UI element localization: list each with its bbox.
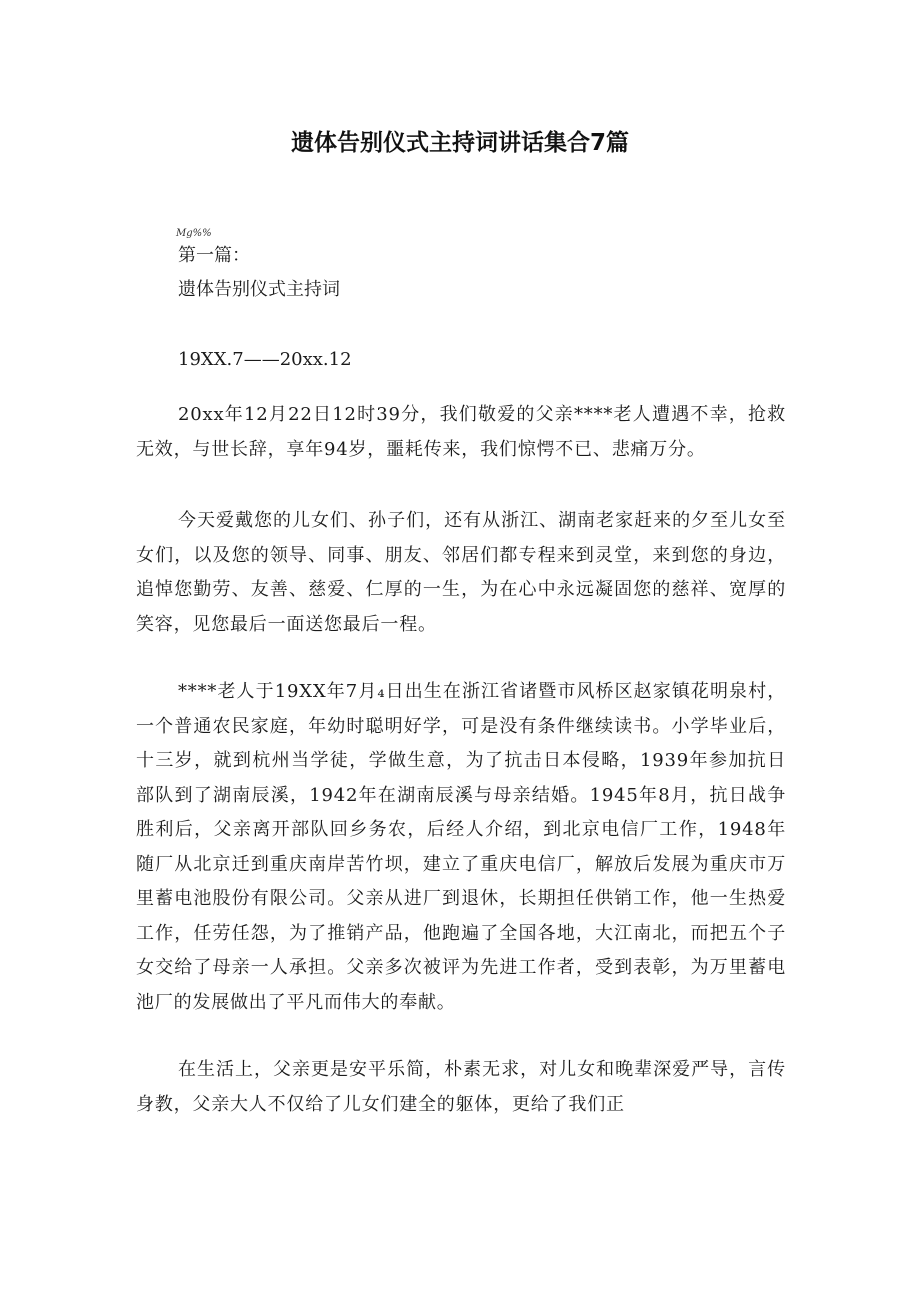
paragraph-1: 20xx年12月22日12时39分，我们敬爱的父亲****老人遭遇不幸，抢救无效，与世长辞，享年94岁，噩耗传来，我们惊愕不已、悲痛万分。 <box>136 404 786 460</box>
document-title: 遗体告别仪式主持词讲话集合7篇 <box>290 130 629 156</box>
paragraph-2: 今天爱戴您的儿女们、孙子们，还有从浙江、湖南老家赶来的夕至儿女至女们，以及您的领导、同事、朋友、邻居们都专程来到灵堂，来到您的身边，追悼您勤劳、友善、慈爱、仁厚的一生，为在心中永远凝固您的慈祥、宽厚的笑容，见您最后一面送您最后一程。 <box>136 510 786 635</box>
section-title: 遗体告别仪式主持词 <box>178 279 340 300</box>
section-heading: 第一篇： <box>178 245 250 266</box>
date-range: 19XX.7——20xx.12 <box>178 349 352 370</box>
paragraph-4: 在生活上，父亲更是安平乐简，朴素无求，对儿女和晚辈深爱严导，言传身教，父亲大人不仅给了儿女们建全的躯体，更给了我们正 <box>136 1059 786 1115</box>
scan-mark: Mg%% <box>176 228 212 239</box>
paragraph-3: ****老人于19XX年7月₄日出生在浙江省诸暨市风桥区赵家镇花明泉村，一个普通农民家庭，年幼时聪明好学，可是没有条件继续读书。小学毕业后，十三岁，就到杭州当学徒，学做生意，为了抗击日本侵略，1939年参加抗日部队到了湖南辰溪，1942年在湖南辰溪与母亲结婚。1945年8月，抗日战争胜利后，父亲离开部队回乡务农，后经人介绍，到北京电信厂工作，1948年随厂从北京迁到重庆南岸苦竹坝，建立了重庆电信厂，解放后发展为重庆市万里蓄电池股份有限公司。父亲从进厂到退休，长期担任供销工作，他一生热爱工作，任劳任怨，为了推销产品，他跑遍了全国各地，大江南北，而把五个子女交给了母亲一人承担。父亲多次被评为先进工作者，受到表彰，为万里蓄电池厂的发展做出了平凡而伟大的奉献。 <box>136 681 786 1013</box>
